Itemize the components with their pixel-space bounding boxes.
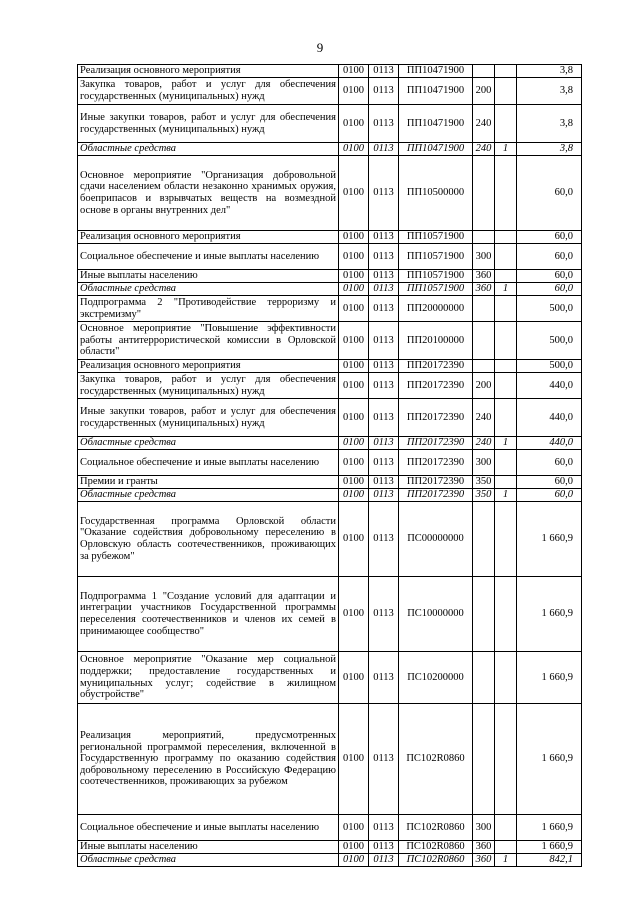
target-article: ПП20172390 xyxy=(399,373,473,399)
expense-type: 360 xyxy=(473,841,495,854)
target-article: ПП10500000 xyxy=(399,156,473,231)
row-name: Подпрограмма 2 "Противодействие терроризму и экстремизму" xyxy=(78,296,339,322)
subsection-code: 0113 xyxy=(369,270,399,283)
expense-type xyxy=(473,577,495,652)
target-article: ПП10571900 xyxy=(399,283,473,296)
subsection-code: 0113 xyxy=(369,502,399,577)
row-name: Иные закупки товаров, работ и услуг для обеспечения государственных (муниципальных) нужд xyxy=(78,399,339,437)
fund-source xyxy=(495,399,517,437)
fund-source xyxy=(495,502,517,577)
table-row xyxy=(78,78,582,105)
amount: 60,0 xyxy=(517,244,582,270)
amount: 3,8 xyxy=(517,105,582,143)
section-code: 0100 xyxy=(339,65,369,78)
expense-type: 240 xyxy=(473,437,495,450)
table-row xyxy=(78,360,582,373)
target-article: ПП10471900 xyxy=(399,105,473,143)
amount: 60,0 xyxy=(517,450,582,476)
table-row xyxy=(78,322,582,360)
amount: 60,0 xyxy=(517,489,582,502)
subsection-code: 0113 xyxy=(369,476,399,489)
subsection-code: 0113 xyxy=(369,283,399,296)
section-code: 0100 xyxy=(339,156,369,231)
fund-source xyxy=(495,244,517,270)
row-name: Реализация основного мероприятия xyxy=(78,360,339,373)
table-row xyxy=(78,283,582,296)
section-code: 0100 xyxy=(339,450,369,476)
table-row xyxy=(78,244,582,270)
subsection-code: 0113 xyxy=(369,577,399,652)
amount: 3,8 xyxy=(517,143,582,156)
fund-source: 1 xyxy=(495,489,517,502)
target-article: ПП20172390 xyxy=(399,360,473,373)
section-code: 0100 xyxy=(339,652,369,704)
amount: 60,0 xyxy=(517,476,582,489)
subsection-code: 0113 xyxy=(369,841,399,854)
table-row xyxy=(78,476,582,489)
subsection-code: 0113 xyxy=(369,437,399,450)
fund-source xyxy=(495,296,517,322)
expense-type: 360 xyxy=(473,854,495,867)
section-code: 0100 xyxy=(339,373,369,399)
target-article: ПП20172390 xyxy=(399,476,473,489)
table-row xyxy=(78,437,582,450)
fund-source xyxy=(495,841,517,854)
section-code: 0100 xyxy=(339,502,369,577)
table-row xyxy=(78,450,582,476)
row-name: Социальное обеспечение и иные выплаты населению xyxy=(78,815,339,841)
amount: 3,8 xyxy=(517,78,582,105)
fund-source xyxy=(495,231,517,244)
expense-type xyxy=(473,360,495,373)
amount: 1 660,9 xyxy=(517,502,582,577)
fund-source xyxy=(495,270,517,283)
row-name: Социальное обеспечение и иные выплаты населению xyxy=(78,244,339,270)
subsection-code: 0113 xyxy=(369,244,399,270)
table-row xyxy=(78,270,582,283)
fund-source xyxy=(495,105,517,143)
table-row xyxy=(78,652,582,704)
expense-type xyxy=(473,231,495,244)
section-code: 0100 xyxy=(339,360,369,373)
subsection-code: 0113 xyxy=(369,231,399,244)
target-article: ПП10471900 xyxy=(399,65,473,78)
fund-source: 1 xyxy=(495,283,517,296)
target-article: ПС102R0860 xyxy=(399,815,473,841)
expense-type: 350 xyxy=(473,489,495,502)
row-name: Реализация мероприятий, предусмотренных региональной программой переселения, включенной в Государственную программу по оказанию содействия добровольному переселению в Российскую Федерацию соотечественников, проживающих за рубежом xyxy=(78,704,339,815)
amount: 1 660,9 xyxy=(517,652,582,704)
amount: 1 660,9 xyxy=(517,704,582,815)
fund-source xyxy=(495,704,517,815)
section-code: 0100 xyxy=(339,244,369,270)
amount: 500,0 xyxy=(517,360,582,373)
expense-type xyxy=(473,502,495,577)
expense-type xyxy=(473,704,495,815)
section-code: 0100 xyxy=(339,704,369,815)
expense-type: 360 xyxy=(473,283,495,296)
row-name: Основное мероприятие "Организация добровольной сдачи населением области незаконно хранимых оружия, боеприпасов и взрывчатых веществ на возмездной основе в органы внутренних дел" xyxy=(78,156,339,231)
subsection-code: 0113 xyxy=(369,450,399,476)
section-code: 0100 xyxy=(339,577,369,652)
fund-source xyxy=(495,156,517,231)
row-name: Основное мероприятие "Повышение эффективности работы антитеррористической комиссии в Орловской области" xyxy=(78,322,339,360)
fund-source xyxy=(495,476,517,489)
row-name: Областные средства xyxy=(78,437,339,450)
amount: 1 660,9 xyxy=(517,815,582,841)
table-row xyxy=(78,502,582,577)
expense-type xyxy=(473,652,495,704)
subsection-code: 0113 xyxy=(369,156,399,231)
expense-type: 300 xyxy=(473,450,495,476)
amount: 60,0 xyxy=(517,270,582,283)
subsection-code: 0113 xyxy=(369,815,399,841)
target-article: ПС102R0860 xyxy=(399,841,473,854)
table-row xyxy=(78,156,582,231)
target-article: ПП10471900 xyxy=(399,143,473,156)
section-code: 0100 xyxy=(339,270,369,283)
section-code: 0100 xyxy=(339,854,369,867)
subsection-code: 0113 xyxy=(369,360,399,373)
expense-type xyxy=(473,156,495,231)
target-article: ПС10000000 xyxy=(399,577,473,652)
target-article: ПС10200000 xyxy=(399,652,473,704)
expense-type: 300 xyxy=(473,815,495,841)
section-code: 0100 xyxy=(339,322,369,360)
fund-source: 1 xyxy=(495,437,517,450)
expense-type: 240 xyxy=(473,399,495,437)
row-name: Закупка товаров, работ и услуг для обеспечения государственных (муниципальных) нужд xyxy=(78,78,339,105)
expense-type: 240 xyxy=(473,143,495,156)
table-row xyxy=(78,65,582,78)
table-row xyxy=(78,577,582,652)
table-row xyxy=(78,143,582,156)
target-article: ПП20172390 xyxy=(399,399,473,437)
subsection-code: 0113 xyxy=(369,399,399,437)
row-name: Областные средства xyxy=(78,143,339,156)
table-row xyxy=(78,231,582,244)
fund-source: 1 xyxy=(495,854,517,867)
table-row xyxy=(78,399,582,437)
target-article: ПС102R0860 xyxy=(399,854,473,867)
target-article: ПП10571900 xyxy=(399,270,473,283)
table-row xyxy=(78,854,582,867)
section-code: 0100 xyxy=(339,231,369,244)
section-code: 0100 xyxy=(339,841,369,854)
fund-source xyxy=(495,78,517,105)
fund-source xyxy=(495,322,517,360)
section-code: 0100 xyxy=(339,143,369,156)
subsection-code: 0113 xyxy=(369,854,399,867)
amount: 500,0 xyxy=(517,322,582,360)
subsection-code: 0113 xyxy=(369,143,399,156)
expense-type xyxy=(473,322,495,360)
fund-source xyxy=(495,450,517,476)
expense-type: 240 xyxy=(473,105,495,143)
section-code: 0100 xyxy=(339,78,369,105)
amount: 60,0 xyxy=(517,283,582,296)
row-name: Реализация основного мероприятия xyxy=(78,231,339,244)
expense-type: 350 xyxy=(473,476,495,489)
section-code: 0100 xyxy=(339,489,369,502)
row-name: Основное мероприятие "Оказание мер социальной поддержки; предоставление государственных и муниципальных услуг; содействие в жилищном обустройстве" xyxy=(78,652,339,704)
row-name: Областные средства xyxy=(78,283,339,296)
fund-source: 1 xyxy=(495,143,517,156)
table-row xyxy=(78,489,582,502)
table-row xyxy=(78,105,582,143)
expense-type: 200 xyxy=(473,78,495,105)
row-name: Подпрограмма 1 "Создание условий для адаптации и интеграции участников Государственной программы переселения соотечественников и членов их семей в принимающее сообщество" xyxy=(78,577,339,652)
target-article: ПС102R0860 xyxy=(399,704,473,815)
section-code: 0100 xyxy=(339,105,369,143)
amount: 440,0 xyxy=(517,399,582,437)
target-article: ПП20172390 xyxy=(399,489,473,502)
target-article: ПП20172390 xyxy=(399,450,473,476)
subsection-code: 0113 xyxy=(369,704,399,815)
row-name: Иные выплаты населению xyxy=(78,270,339,283)
table-row xyxy=(78,841,582,854)
amount: 500,0 xyxy=(517,296,582,322)
expense-type: 360 xyxy=(473,270,495,283)
fund-source xyxy=(495,577,517,652)
fund-source xyxy=(495,373,517,399)
amount: 1 660,9 xyxy=(517,841,582,854)
amount: 3,8 xyxy=(517,65,582,78)
target-article: ПП10471900 xyxy=(399,78,473,105)
subsection-code: 0113 xyxy=(369,489,399,502)
row-name: Закупка товаров, работ и услуг для обеспечения государственных (муниципальных) нужд xyxy=(78,373,339,399)
table-row xyxy=(78,296,582,322)
target-article: ПП20100000 xyxy=(399,322,473,360)
expense-type: 300 xyxy=(473,244,495,270)
section-code: 0100 xyxy=(339,399,369,437)
subsection-code: 0113 xyxy=(369,65,399,78)
amount: 60,0 xyxy=(517,231,582,244)
section-code: 0100 xyxy=(339,296,369,322)
subsection-code: 0113 xyxy=(369,78,399,105)
fund-source xyxy=(495,65,517,78)
amount: 1 660,9 xyxy=(517,577,582,652)
target-article: ПС00000000 xyxy=(399,502,473,577)
fund-source xyxy=(495,652,517,704)
section-code: 0100 xyxy=(339,437,369,450)
budget-table xyxy=(77,64,582,867)
subsection-code: 0113 xyxy=(369,652,399,704)
amount: 842,1 xyxy=(517,854,582,867)
target-article: ПП10571900 xyxy=(399,231,473,244)
section-code: 0100 xyxy=(339,476,369,489)
row-name: Реализация основного мероприятия xyxy=(78,65,339,78)
table-row xyxy=(78,815,582,841)
table-row xyxy=(78,373,582,399)
expense-type xyxy=(473,65,495,78)
row-name: Областные средства xyxy=(78,854,339,867)
amount: 60,0 xyxy=(517,156,582,231)
expense-type xyxy=(473,296,495,322)
subsection-code: 0113 xyxy=(369,373,399,399)
section-code: 0100 xyxy=(339,815,369,841)
row-name: Иные выплаты населению xyxy=(78,841,339,854)
section-code: 0100 xyxy=(339,283,369,296)
subsection-code: 0113 xyxy=(369,105,399,143)
page-number: 9 xyxy=(316,40,324,55)
amount: 440,0 xyxy=(517,437,582,450)
row-name: Государственная программа Орловской области "Оказание содействия добровольному переселению в Орловскую область соотечественников, проживающих за рубежом" xyxy=(78,502,339,577)
target-article: ПП10571900 xyxy=(399,244,473,270)
amount: 440,0 xyxy=(517,373,582,399)
expense-type: 200 xyxy=(473,373,495,399)
row-name: Областные средства xyxy=(78,489,339,502)
table-row xyxy=(78,704,582,815)
target-article: ПП20172390 xyxy=(399,437,473,450)
row-name: Премии и гранты xyxy=(78,476,339,489)
fund-source xyxy=(495,815,517,841)
subsection-code: 0113 xyxy=(369,322,399,360)
subsection-code: 0113 xyxy=(369,296,399,322)
row-name: Социальное обеспечение и иные выплаты населению xyxy=(78,450,339,476)
target-article: ПП20000000 xyxy=(399,296,473,322)
fund-source xyxy=(495,360,517,373)
row-name: Иные закупки товаров, работ и услуг для обеспечения государственных (муниципальных) нужд xyxy=(78,105,339,143)
